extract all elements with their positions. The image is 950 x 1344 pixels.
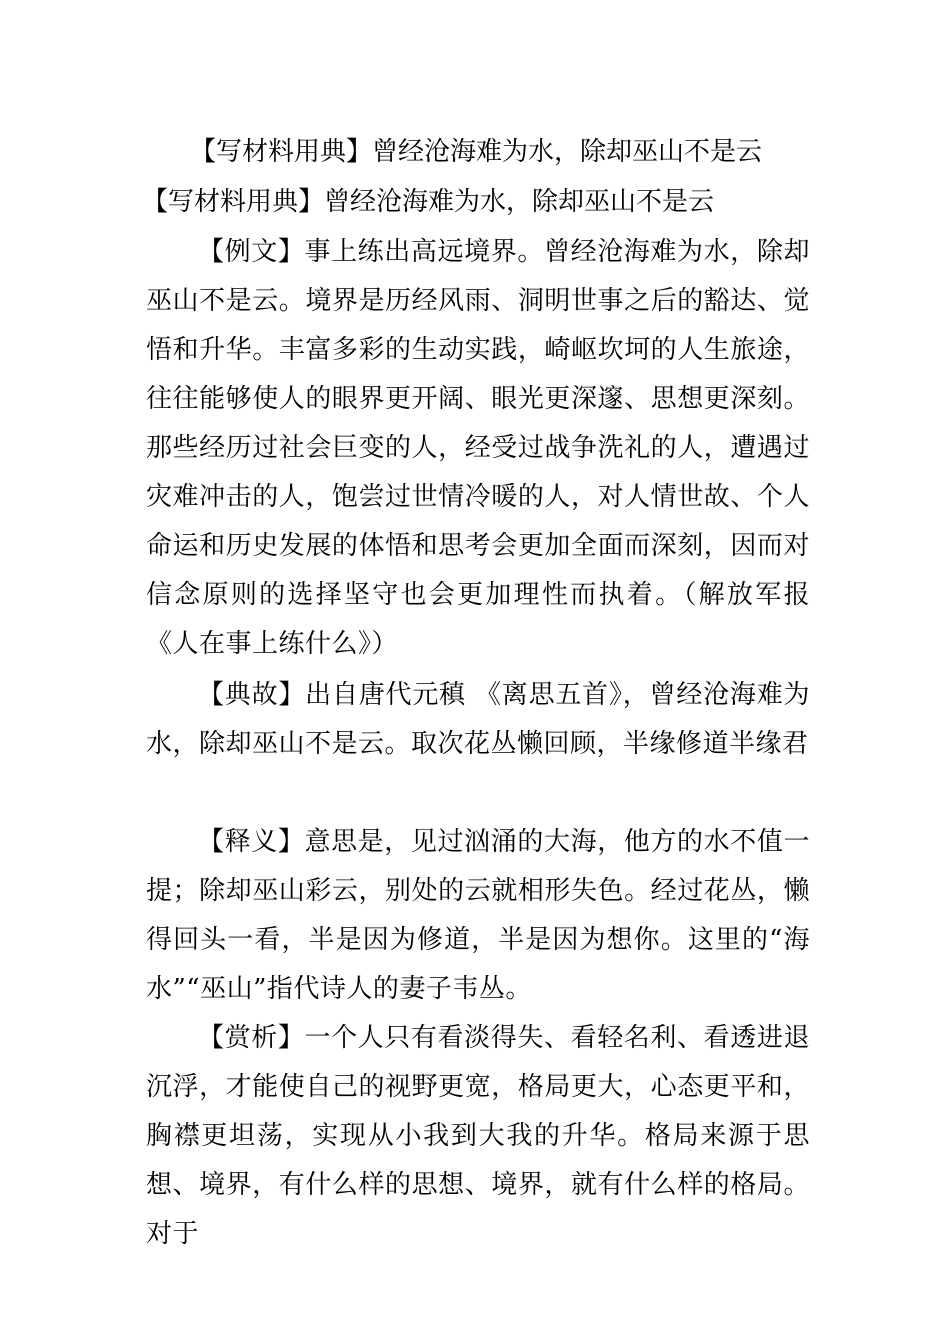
meaning-paragraph: 【释义】意思是，见过汹涌的大海，他方的水不值一提；除却巫山彩云，别处的云就相形失色。经过花丛，懒得回头一看，半是因为修道，半是因为想你。这里的“海水”“巫山”指代诗人的妻子韦丛。 bbox=[146, 827, 810, 1004]
example-paragraph: 【例文】事上练出高远境界。曾经沧海难为水，除却巫山不是云。境界是历经风雨、洞明世事之后的豁达、觉悟和升华。丰富多彩的生动实践，崎岖坎坷的人生旅途，往往能够使人的眼界更开阔、眼光更深邃、思想更深刻。那些经历过社会巨变的人，经受过战争洗礼的人，遭遇过灾难冲击的人，饱尝过世情冷暖的人，对人情世故、个人命运和历史发展的体悟和思考会更加全面而深刻，因而对信念原则的选择坚守也会更加理性而执着。（解放军报《人在事上练什么》） bbox=[146, 237, 810, 659]
title-line-2: 【写材料用典】曾经沧海难为水，除却巫山不是云 bbox=[142, 187, 715, 217]
allusion-paragraph: 【典故】出自唐代元稹 《离思五首》，曾经沧海难为水，除却巫山不是云。取次花丛懒回顾，半缘修道半缘君 bbox=[146, 680, 810, 759]
title-line-1: 【写材料用典】曾经沧海难为水，除却巫山不是云 bbox=[190, 137, 763, 167]
appreciation-paragraph: 【赏析】一个人只有看淡得失、看轻名利、看透进退沉浮，才能使自己的视野更宽，格局更大，心态更平和，胸襟更坦荡，实现从小我到大我的升华。格局来源于思想、境界，有什么样的思想、境界，就有什么样的格局。对于 bbox=[146, 1023, 810, 1249]
